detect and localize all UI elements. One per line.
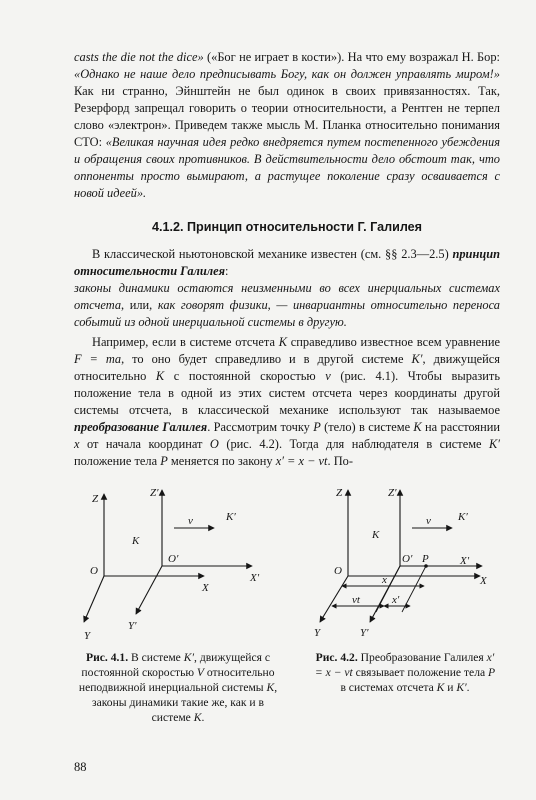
label-p: P	[422, 553, 429, 565]
label-o-prime: O′	[402, 553, 413, 565]
label-z: Z	[92, 493, 99, 505]
label-k: K	[372, 529, 380, 541]
relativity-law-statement: законы динамики остаются неизменными во всех инерциальных системах отсчета, или, как говорят физики, — инвариантны относительно переноса событий из одной инерциальной системы в другую.	[74, 281, 500, 329]
label-y-prime: Y′	[128, 620, 137, 632]
label-y: Y	[84, 630, 91, 642]
figure-4-1-diagram	[74, 482, 284, 647]
figure-4-1-caption: Рис. 4.1. В системе K′, движущейся с постоянной скоростью V относительно неподвижной инерциальной системы K, законы динамики такие же, как и в системе K.	[78, 651, 278, 724]
label-y: Y	[314, 627, 321, 639]
paragraph-classical-mechanics: В классической ньютоновской механике известен (см. §§ 2.3—2.5) принцип относительности Галилея: законы динамики остаются неизменными во всех инерциальных системах отсчета, или, как говорят физики, — инвариантны относительно переноса событий из одной инерциальной системы в другую.	[74, 247, 500, 329]
figure-4-2-caption: Рис. 4.2. Преобразование Галилея x′ = x − vt связывает положение тела P в системах отсчета K и K′.	[314, 651, 496, 694]
label-k: K	[132, 535, 140, 547]
label-x-prime: X′	[250, 572, 260, 584]
label-y-prime: Y′	[360, 627, 369, 639]
label-o: O	[90, 565, 98, 577]
label-z-prime: Z′	[388, 487, 397, 499]
axis-y	[320, 576, 348, 622]
label-o-prime: O′	[168, 553, 179, 565]
page-number: 88	[74, 760, 87, 774]
label-velocity: v⃗	[188, 515, 202, 527]
paragraph-galilean-transformation: Например, если в системе отсчета K справедливо известное всем уравнение F = ma, то оно будет справедливо и в другой системе K′, движущейся относительно K с постоянной скоростью v (рис. 4.1). Чтобы выразить положение тела в одной из этих систем отсчета через координаты другой системы отсчета, в классической механике используют так называемое преобразование Галилея. Рассмотрим точку P (тело) в системе K на расстоянии x от начала координат O (рис. 4.2). Тогда для наблюдателя в системе K′ положение тела P меняется по закону x′ = x − vt. По-	[74, 335, 500, 468]
label-x: X	[480, 575, 487, 587]
paragraph-quotes: casts the die not the dice» («Бог не играет в кости»). На что ему возражал Н. Бор: «Однако не наше дело предписывать Богу, как он должен управлять миром!» Как ни странно, Эйнштейн не был одинок в своих привязанностях. Так, Резерфорд запрещал говорить о теории относительности, а Рентген не терпел слово «электрон». Приведем также мысль М. Планка относительно понимания СТО: «Великая научная идея редко внедряется путем постепенного убеждения и обращения своих противников. В действительности дело обстоит так, что оппоненты просто вымирают, а растущее поколение сразу осваивается с новой идеей».	[74, 50, 500, 200]
figure-4-2-diagram	[302, 482, 512, 647]
projection-p	[402, 566, 426, 612]
label-k-prime: K′	[226, 511, 236, 523]
label-z-prime: Z′	[150, 487, 159, 499]
axis-y	[84, 576, 104, 622]
label-velocity: v⃗	[426, 515, 440, 527]
label-o: O	[334, 565, 342, 577]
label-distance-vt: vt	[352, 594, 360, 606]
label-distance-x-prime: x′	[392, 594, 400, 606]
label-z: Z	[336, 487, 343, 499]
label-distance-x: x	[382, 574, 387, 586]
axis-y-prime	[136, 566, 162, 614]
label-k-prime: K′	[458, 511, 468, 523]
label-x: X	[202, 582, 209, 594]
section-heading: 4.1.2. Принцип относительности Г. Галилея	[151, 220, 423, 234]
label-x-prime: X′	[460, 555, 470, 567]
